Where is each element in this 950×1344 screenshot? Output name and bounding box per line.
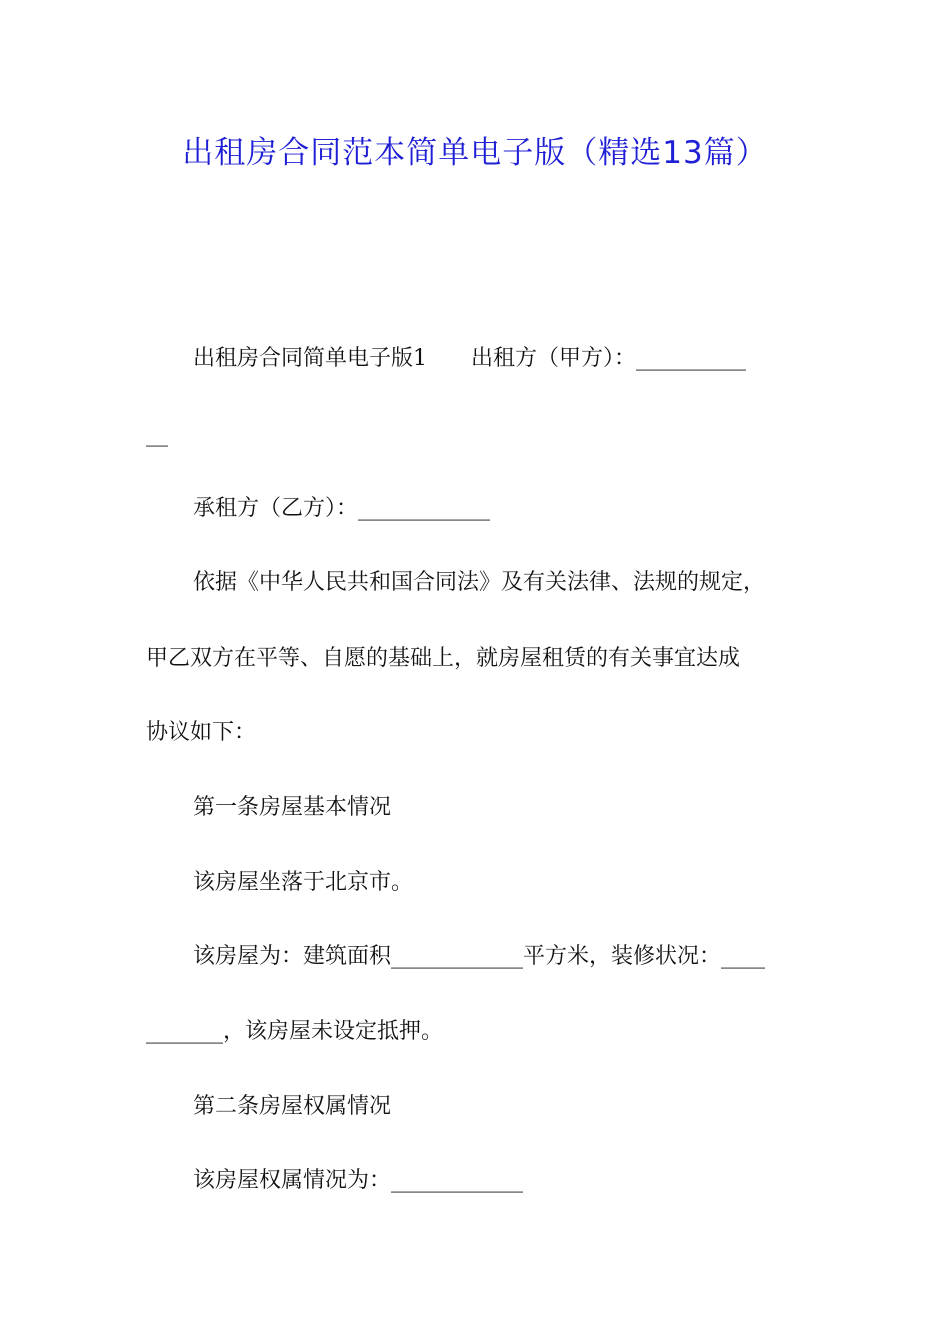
paragraph-line: 该房屋为：建筑面积____________平方米，装修状况：____ [193, 944, 766, 969]
paragraph-line: 甲乙双方在平等、自愿的基础上，就房屋租赁的有关事宜达成 [146, 646, 741, 671]
article-heading: 第一条房屋基本情况 [193, 795, 392, 820]
paragraph-line: 依据《中华人民共和国合同法》及有关法律、法规的规定， [193, 570, 766, 595]
blank-continuation-line: __ [146, 422, 168, 447]
article-heading: 第二条房屋权属情况 [193, 1094, 392, 1119]
contract-heading-line: 出租房合同简单电子版1 出租方（甲方）：__________ [193, 346, 746, 371]
paragraph-line: 协议如下： [146, 720, 257, 745]
paragraph-line: 该房屋权属情况为：____________ [193, 1168, 524, 1193]
document-title: 出租房合同范本简单电子版（精选13篇） [182, 135, 768, 171]
paragraph-line: 该房屋坐落于北京市。 [193, 870, 414, 895]
paragraph-line: _______，该房屋未设定抵押。 [146, 1019, 444, 1044]
lessee-line: 承租方（乙方）：____________ [193, 496, 491, 521]
